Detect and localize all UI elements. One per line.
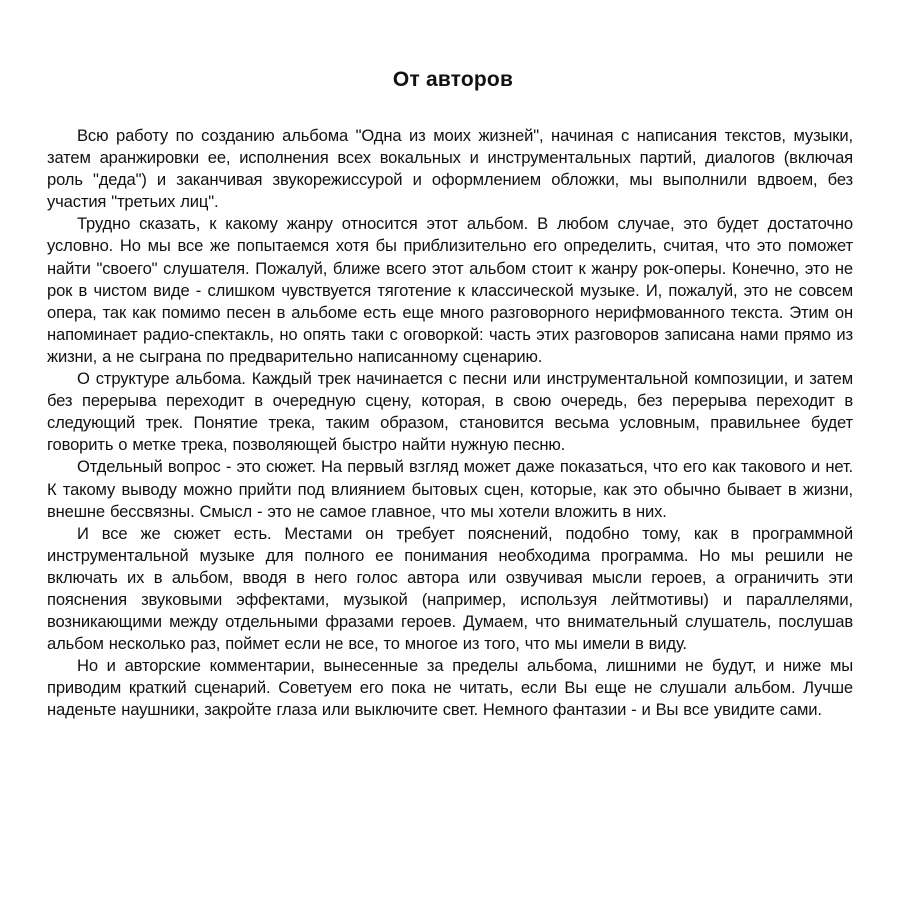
paragraph-structure: О структуре альбома. Каждый трек начинается с песни или инструментальной композиции, и затем без перерыва переходит в очередную сцену, которая, в свою очередь, без перерыва переходит в следующий трек. Понятие трека, таким образом, становится весьма условным, правильнее будет говорить о метке трека, позволяющей быстро найти нужную песню. [47,369,853,455]
paragraph-plot-question: Отдельный вопрос - это сюжет. На первый взгляд может даже показаться, что его как такового и нет. К такому выводу можно прийти под влиянием бытовых сцен, которые, как это обычно бывает в жизни, внешне бессвязны. Смысл - это не самое главное, что мы хотели вложить в них. [47,457,853,521]
paragraph-genre: Трудно сказать, к какому жанру относится этот альбом. В любом случае, это будет достаточно условно. Но мы все же попытаемся хотя бы приблизительно его определить, считая, что это поможет найти "своего" слушателя. Пожалуй, ближе всего этот альбом стоит к жанру рок-оперы. Конечно, это не рок в чистом виде - слишком чувствуется тяготение к классической музыке. И, пожалуй, это не совсем опера, так как помимо песен в альбоме есть еще много разговорного нерифмованного текста. Этим он напоминает радио-спектакль, но опять таки с оговоркой: часть этих разговоров записана нами прямо из жизни, а не сыграна по предварительно написанному сценарию. [47,214,853,366]
paragraph-plot-explanation: И все же сюжет есть. Местами он требует пояснений, подобно тому, как в программной инструментальной музыке для полного ее понимания необходима программа. Но мы решили не включать их в альбом, вводя в него голос автора или озвучивая мысли героев, а ограничить эти пояснения звуковыми эффектами, музыкой (например, используя лейтмотивы) и параллелями, возникающими между отдельными фразами героев. Думаем, что внимательный слушатель, послушав альбом несколько раз, поймет если не все, то многое из того, что мы имели в виду. [47,523,853,654]
paragraph-comments: Но и авторские комментарии, вынесенные за пределы альбома, лишними не будут, и ниже мы приводим краткий сценарий. Советуем его пока не читать, если Вы еще не слушали альбом. Лучше наденьте наушники, закройте глаза или выключите свет. Немного фантазии - и Вы все увидите сами. [47,656,853,720]
document-page [47,66,853,722]
page-title: От авторов [392,68,514,91]
paragraph-authorship: Всю работу по созданию альбома "Одна из моих жизней", начиная с написания текстов, музыки, затем аранжировки ее, исполнения всех вокальных и инструментальных партий, диалогов (включая роль "деда") и заканчивая звукорежиссурой и оформлением обложки, мы выполнили вдвоем, без участия "третьих лиц". [47,126,853,212]
